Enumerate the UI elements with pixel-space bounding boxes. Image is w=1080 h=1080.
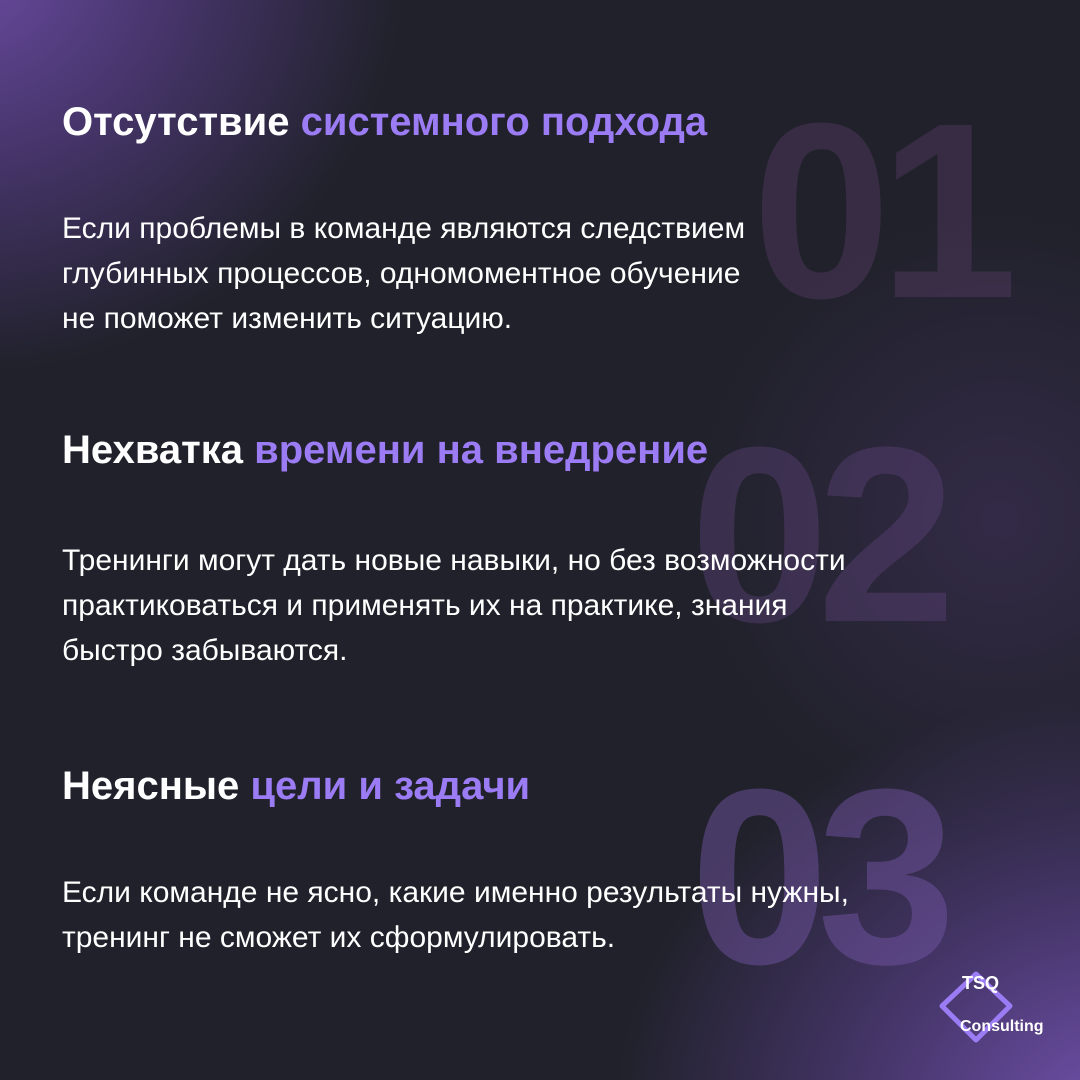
body-line: Тренинги могут дать новые навыки, но без возможности <box>62 544 846 577</box>
heading-plain: Нехватка <box>62 428 244 472</box>
section-body-3 <box>62 870 849 960</box>
body-line: Если проблемы в команде являются следствием <box>62 212 746 245</box>
heading-accent: системного подхода <box>300 100 708 144</box>
section-body-2 <box>62 538 846 673</box>
body-line: глубинных процессов, одномоментное обучение <box>62 257 741 290</box>
body-line: Если команде не ясно, какие именно результаты нужны, <box>62 876 849 909</box>
tsq-consulting-logo <box>938 970 1058 1050</box>
body-line: практиковаться и применять их на практике, знания <box>62 589 788 622</box>
section-heading-1 <box>62 98 707 146</box>
heading-accent: времени на внедрение <box>254 428 709 472</box>
section-heading-3 <box>62 762 530 810</box>
number-03: 03 <box>690 737 945 1016</box>
body-line: тренинг не сможет их сформулировать. <box>62 921 616 954</box>
body-line: не поможет изменить ситуацию. <box>62 302 513 335</box>
heading-plain: Неясные <box>62 764 240 808</box>
number-01: 01 <box>752 71 1007 350</box>
number-02: 02 <box>690 395 945 674</box>
section-body-1 <box>62 206 745 341</box>
heading-plain: Отсутствие <box>62 100 290 144</box>
logo-text-tsq: TSQ <box>962 973 1000 993</box>
heading-accent: цели и задачи <box>250 764 531 808</box>
body-line: быстро забываются. <box>62 634 348 667</box>
section-heading-2 <box>62 426 708 474</box>
logo-text-consulting: Consulting <box>960 1018 1044 1035</box>
